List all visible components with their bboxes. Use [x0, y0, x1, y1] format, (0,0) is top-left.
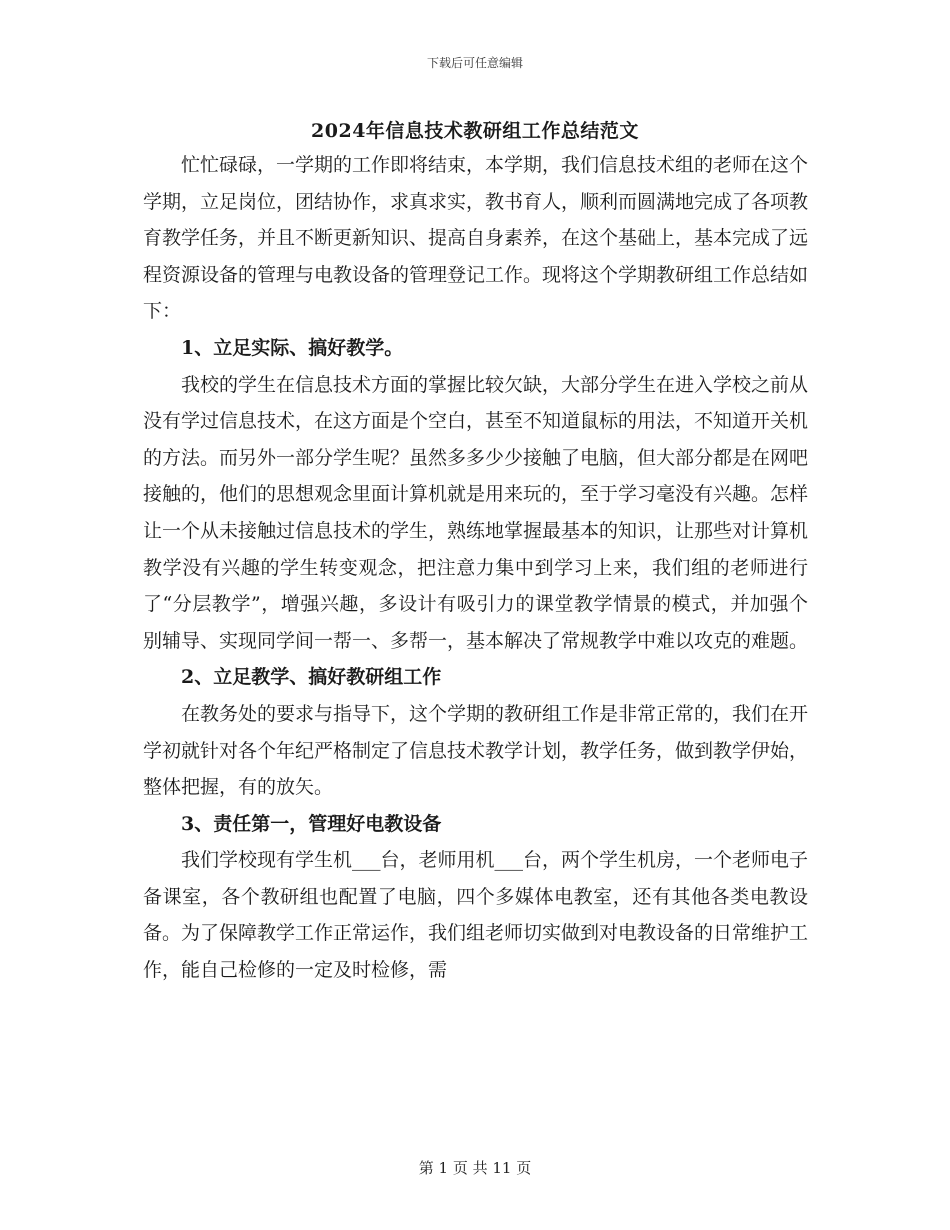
document-title: 2024年信息技术教研组工作总结范文 — [311, 120, 639, 142]
section-heading-2: 2、立足教学、搞好教研组工作 — [181, 666, 442, 689]
intro-paragraph: 忙忙碌碌，一学期的工作即将结束，本学期，我们信息技术组的老师在这个学期，立足岗位，团结协作，求真求实，教书育人，顺利而圆满地完成了各项教育教学任务，并且不断更新知识、提高自身素养，在这个基础上，基本完成了远程资源设备的管理与电教设备的管理登记工作。现将这个学期教研组工作总结如下： — [143, 154, 809, 323]
section-1-paragraph: 我校的学生在信息技术方面的掌握比较欠缺，大部分学生在进入学校之前从没有学过信息技术，在这方面是个空白，甚至不知道鼠标的用法，不知道开关机的方法。而另外一部分学生呢？虽然多多少少接触了电脑，但大部分都是在网吧接触的，他们的思想观念里面计算机就是用来玩的，至于学习毫没有兴趣。怎样让一个从未接触过信息技术的学生，熟练地掌握最基本的知识，让那些对计算机教学没有兴趣的学生转变观念，把注意力集中到学习上来，我们组的老师进行了“分层教学”，增强兴趣，多设计有吸引力的课堂教学情景的模式，并加强个别辅导、实现同学间一帮一、多帮一，基本解决了常规教学中难以攻克的难题。 — [143, 373, 809, 652]
section-3-paragraph: 我们学校现有学生机___台，老师用机___台，两个学生机房，一个老师电子备课室，各个教研组也配置了电脑，四个多媒体电教室，还有其他各类电教设备。为了保障教学工作正常运作，我们组老师切实做到对电教设备的日常维护工作，能自己检修的一定及时检修，需 — [143, 849, 809, 982]
document-body — [143, 147, 808, 989]
section-2-paragraph: 在教务处的要求与指导下，这个学期的教研组工作是非常正常的，我们在开学初就针对各个年纪严格制定了信息技术教学计划，教学任务，做到教学伊始，整体把握，有的放矢。 — [143, 702, 809, 799]
section-heading-3: 3、责任第一，管理好电教设备 — [181, 812, 442, 835]
page-number-footer: 第 1 页 共 11 页 — [418, 1159, 532, 1177]
page-header-note: 下载后可任意编辑 — [426, 56, 523, 70]
section-heading-1: 1、立足实际、搞好教学。 — [181, 336, 404, 359]
